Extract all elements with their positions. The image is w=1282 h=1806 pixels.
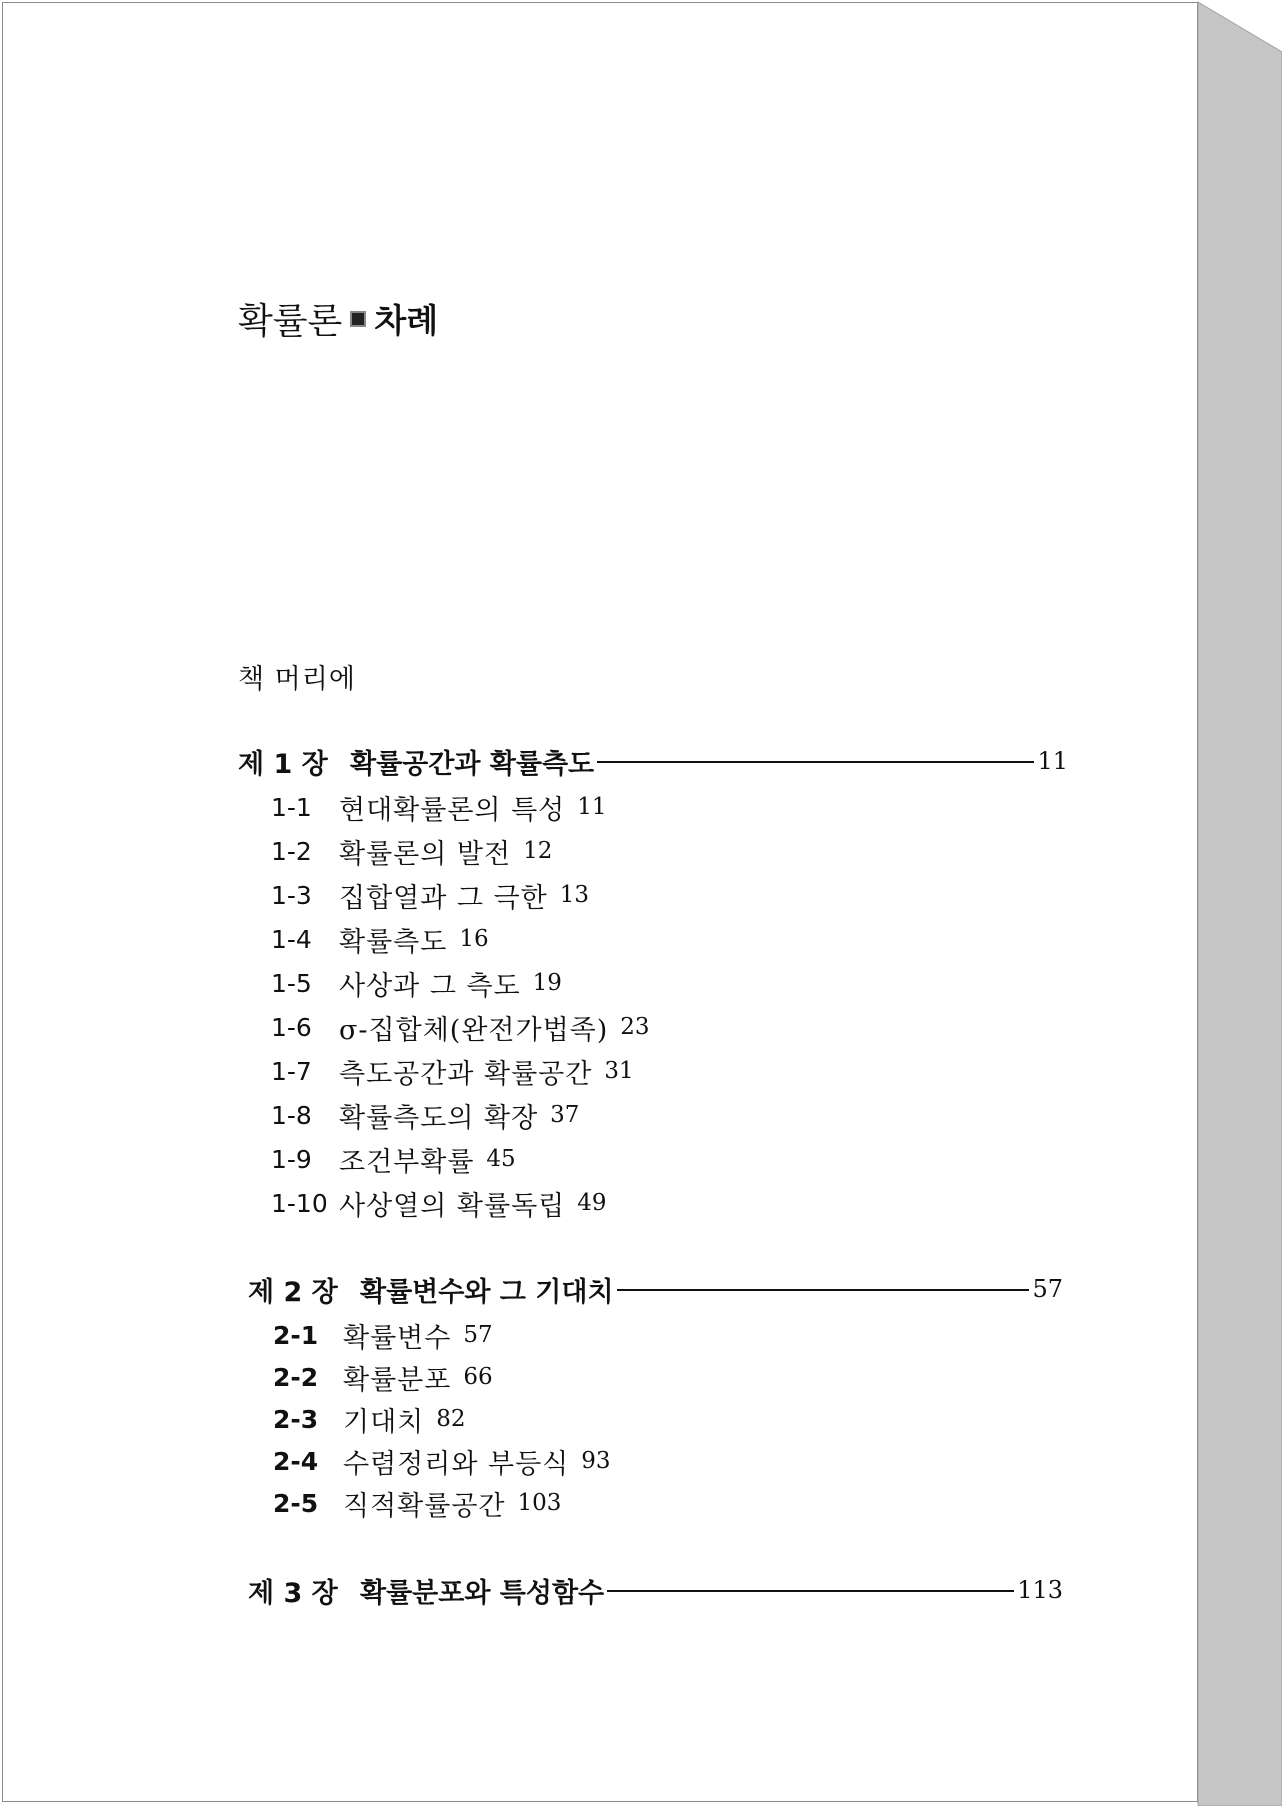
toc-section[interactable] bbox=[273, 1440, 611, 1482]
chapter-number: 제 1 장 bbox=[238, 748, 328, 780]
section-number: 1-5 bbox=[271, 968, 312, 998]
toc-section[interactable] bbox=[271, 1181, 650, 1225]
section-number: 2-2 bbox=[273, 1362, 319, 1392]
section-page: 12 bbox=[523, 838, 553, 864]
section-title: 현대확률론의 특성 bbox=[339, 794, 566, 826]
section-title: σ-집합체(완전가법족) bbox=[339, 1014, 609, 1046]
chapter-number: 제 3 장 bbox=[248, 1577, 338, 1609]
toc-section[interactable] bbox=[271, 961, 650, 1005]
section-number: 2-4 bbox=[273, 1446, 319, 1476]
section-page: 19 bbox=[532, 970, 562, 996]
page-title bbox=[238, 293, 438, 344]
book-title: 확률론 bbox=[238, 301, 343, 342]
book-page bbox=[2, 2, 1198, 1802]
section-title: 확률론의 발전 bbox=[339, 838, 512, 870]
chapter-2-sections bbox=[273, 1314, 611, 1524]
toc-chapter-1[interactable] bbox=[238, 743, 1068, 779]
section-page: 31 bbox=[604, 1058, 634, 1084]
section-page: 66 bbox=[463, 1364, 493, 1390]
toc-section[interactable] bbox=[271, 785, 650, 829]
toc-section[interactable] bbox=[271, 1049, 650, 1093]
chapter-page: 11 bbox=[1037, 747, 1068, 775]
chapter-1-sections bbox=[271, 785, 650, 1225]
section-title: 확률측도 bbox=[339, 926, 448, 958]
section-page: 13 bbox=[559, 882, 590, 908]
toc-section[interactable] bbox=[271, 873, 650, 917]
section-number: 1-10 bbox=[271, 1188, 328, 1218]
section-title: 조건부확률 bbox=[339, 1146, 475, 1178]
section-number: 1-3 bbox=[271, 880, 312, 910]
section-title: 직적확률공간 bbox=[343, 1490, 506, 1522]
section-number: 1-2 bbox=[271, 836, 312, 866]
section-page: 11 bbox=[577, 794, 607, 820]
section-number: 2-1 bbox=[273, 1320, 319, 1350]
section-title: 확률측도의 확장 bbox=[339, 1102, 539, 1134]
toc-section[interactable] bbox=[271, 829, 650, 873]
toc-section[interactable] bbox=[273, 1482, 611, 1524]
section-number: 1-1 bbox=[271, 792, 312, 822]
section-title: 사상과 그 측도 bbox=[339, 970, 521, 1002]
dot-leader bbox=[607, 1590, 1014, 1592]
section-number: 1-6 bbox=[271, 1012, 312, 1042]
dot-leader bbox=[617, 1289, 1030, 1291]
toc-section[interactable] bbox=[273, 1398, 611, 1440]
section-title: 수렴정리와 부등식 bbox=[343, 1448, 570, 1480]
chapter-number: 제 2 장 bbox=[248, 1276, 338, 1308]
section-page: 37 bbox=[550, 1102, 580, 1128]
section-number: 2-3 bbox=[273, 1404, 319, 1434]
chapter-title: 확률분포와 특성함수 bbox=[360, 1577, 605, 1609]
toc-section[interactable] bbox=[271, 1093, 650, 1137]
dot-leader bbox=[597, 761, 1034, 763]
section-title: 사상열의 확률독립 bbox=[339, 1190, 566, 1222]
section-page: 45 bbox=[486, 1146, 516, 1172]
chapter-page: 113 bbox=[1017, 1576, 1063, 1604]
contents-heading: 차례 bbox=[374, 301, 439, 340]
section-number: 1-4 bbox=[271, 924, 312, 954]
toc-section[interactable] bbox=[273, 1356, 611, 1398]
square-bullet-icon bbox=[350, 311, 366, 327]
section-title: 확률분포 bbox=[343, 1364, 452, 1396]
toc-section[interactable] bbox=[271, 917, 650, 961]
toc-section[interactable] bbox=[271, 1137, 650, 1181]
chapter-title: 확률변수와 그 기대치 bbox=[360, 1276, 614, 1308]
section-page: 16 bbox=[459, 926, 489, 952]
section-page: 57 bbox=[463, 1322, 493, 1348]
toc-section[interactable] bbox=[273, 1314, 611, 1356]
toc-chapter-2[interactable] bbox=[248, 1271, 1063, 1307]
section-page: 93 bbox=[581, 1448, 611, 1474]
section-number: 2-5 bbox=[273, 1488, 319, 1518]
section-title: 측도공간과 확률공간 bbox=[339, 1058, 593, 1090]
section-page: 23 bbox=[620, 1014, 650, 1040]
toc-preface[interactable]: 책 머리에 bbox=[238, 664, 356, 695]
section-title: 확률변수 bbox=[343, 1322, 452, 1354]
section-number: 1-9 bbox=[271, 1144, 312, 1174]
toc-chapter-3[interactable] bbox=[248, 1572, 1063, 1608]
section-number: 1-7 bbox=[271, 1056, 312, 1086]
toc-section[interactable] bbox=[271, 1005, 650, 1049]
section-page: 103 bbox=[517, 1490, 562, 1516]
section-title: 기대치 bbox=[343, 1406, 425, 1438]
section-page: 82 bbox=[436, 1406, 466, 1432]
section-title: 집합열과 그 극한 bbox=[339, 882, 548, 914]
section-number: 1-8 bbox=[271, 1100, 312, 1130]
chapter-title: 확률공간과 확률측도 bbox=[350, 748, 595, 780]
section-page: 49 bbox=[577, 1190, 607, 1216]
chapter-page: 57 bbox=[1032, 1275, 1063, 1303]
